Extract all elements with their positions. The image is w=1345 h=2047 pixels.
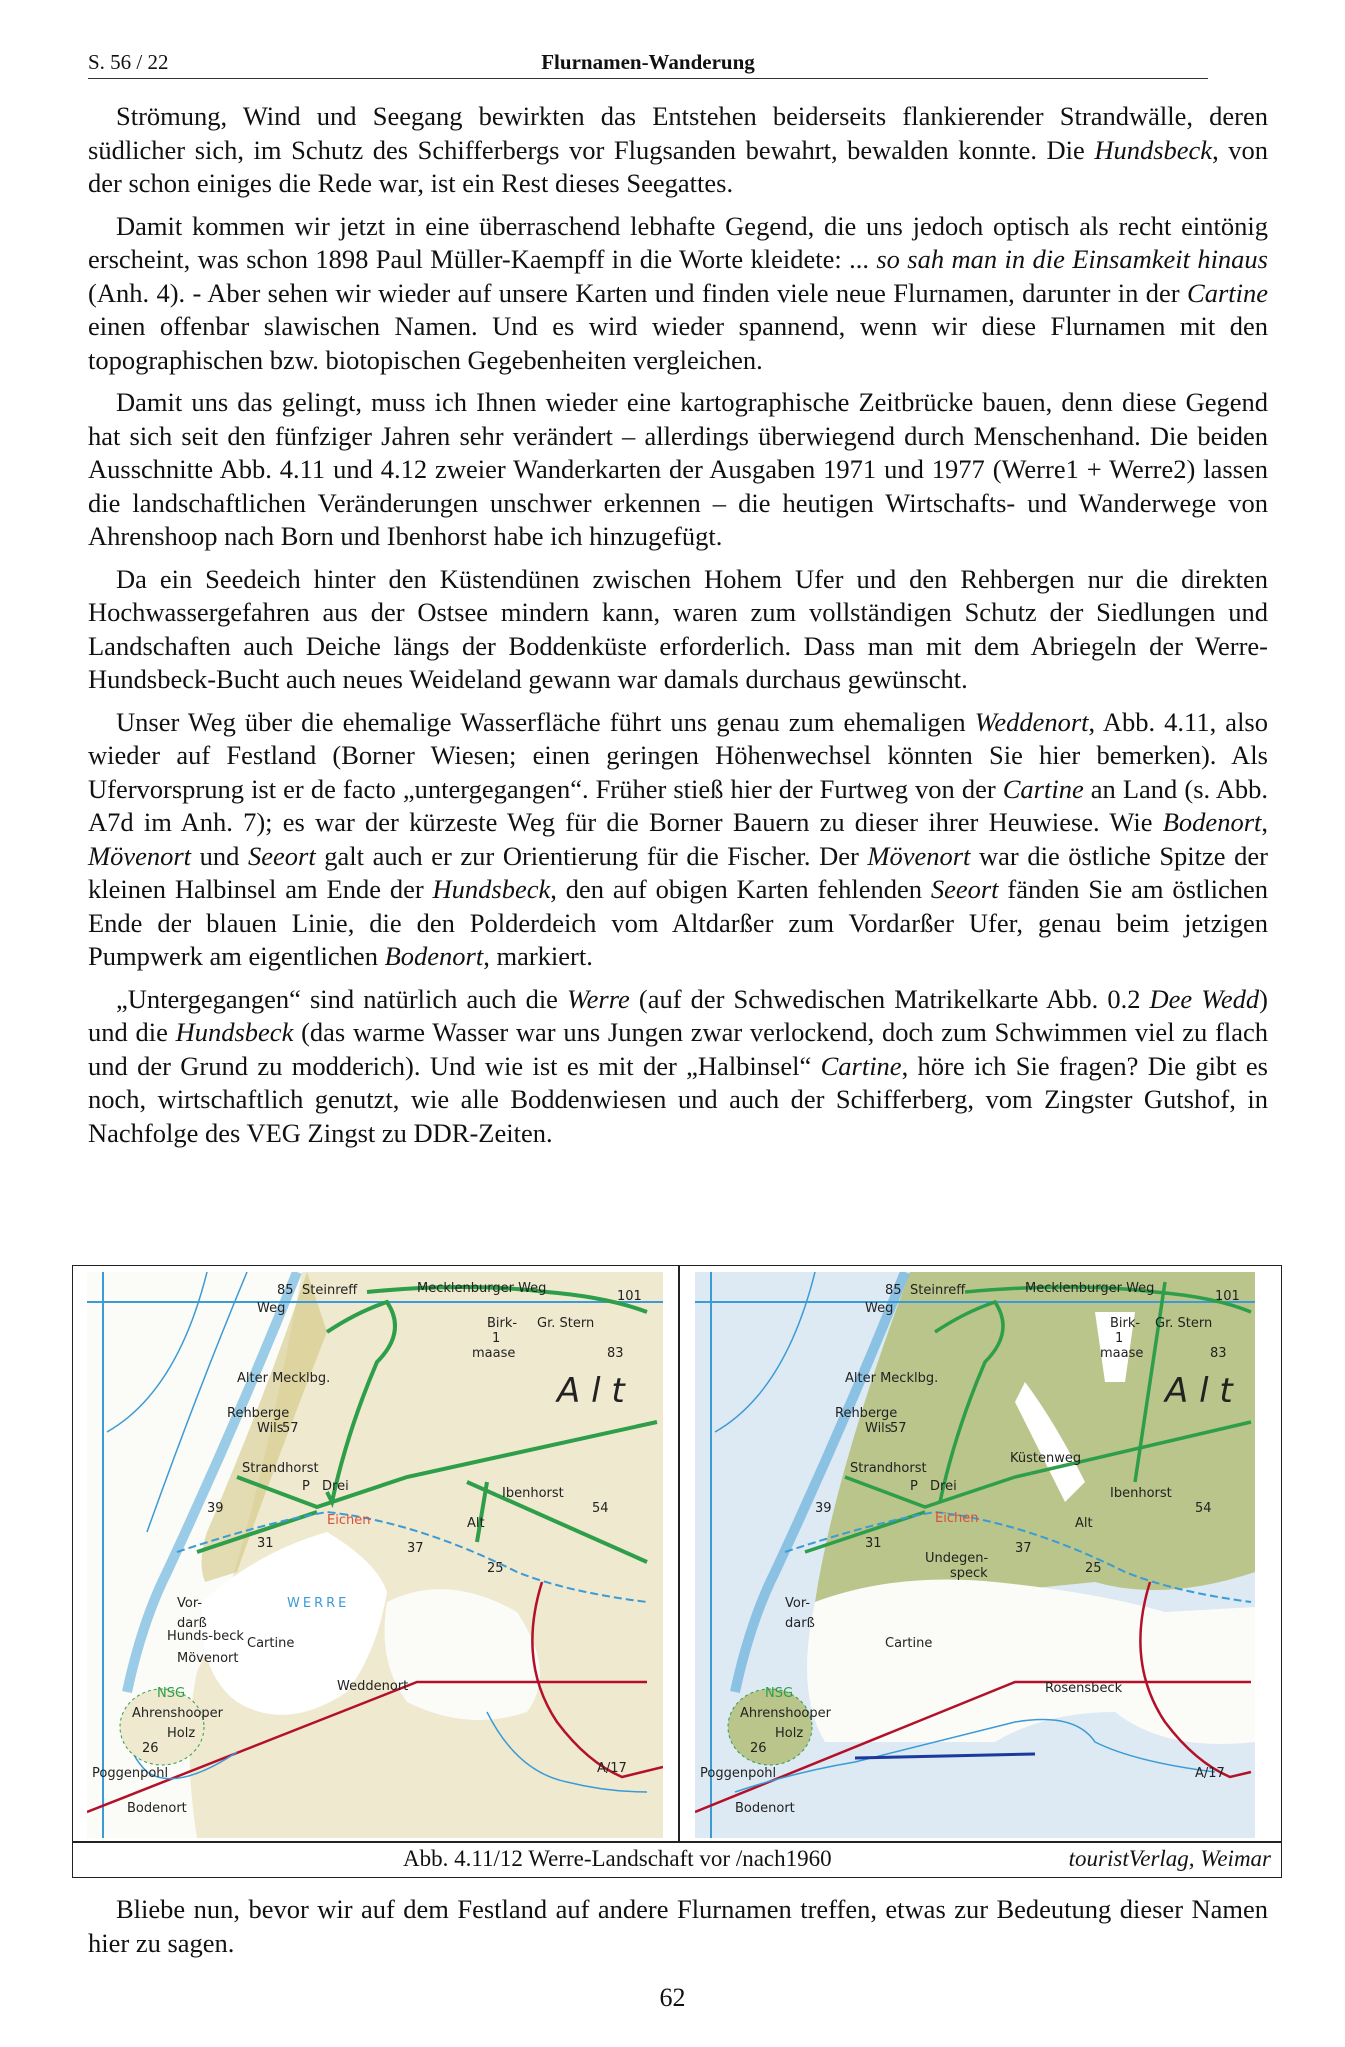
map-label: maase xyxy=(1100,1346,1144,1361)
map-label: Drei xyxy=(322,1479,349,1494)
map-label: Ahrenshooper xyxy=(740,1706,831,1721)
text-run: einen offenbar slawischen Namen. Und es wird wieder spannend, wenn wir diese Flurnamen mit den topographischen bzw. biotopischen Gegebenheiten vergleichen. xyxy=(88,311,1268,375)
paragraph xyxy=(88,386,1268,554)
running-header xyxy=(88,48,1208,79)
map-label: 37 xyxy=(407,1541,424,1556)
italic-term: Weddenort xyxy=(974,706,1089,737)
map-label: 26 xyxy=(142,1741,159,1756)
text-run: , den auf obigen Karten fehlenden xyxy=(550,874,931,904)
map-label: 37 xyxy=(1015,1541,1032,1556)
text-run: Bliebe nun, bevor wir auf dem Festland auf andere Flurnamen treffen, etwas zur Bedeutung dieser Namen hier zu sagen. xyxy=(88,1894,1268,1958)
map-label: 1 xyxy=(1115,1331,1124,1346)
map-label: Undegen- xyxy=(925,1551,989,1566)
map-label: Strandhorst xyxy=(850,1461,927,1476)
text-run: , xyxy=(1261,807,1268,837)
figure-divider xyxy=(678,1266,680,1841)
map-label: Drei xyxy=(930,1479,957,1494)
map-label: 25 xyxy=(487,1561,504,1576)
map-label: Holz xyxy=(775,1726,804,1741)
map-label: NSG xyxy=(765,1686,794,1701)
map-label: Cartine xyxy=(885,1636,933,1651)
text-run: (auf der Schwedischen Matrikelkarte Abb. 0.2 xyxy=(629,983,1150,1014)
map-label: Mövenort xyxy=(177,1651,239,1666)
map-label: 54 xyxy=(1195,1501,1212,1516)
map-label: WERRE xyxy=(287,1596,350,1611)
map-label: 85 xyxy=(277,1283,294,1298)
paragraph xyxy=(88,100,1268,201)
map-label: 26 xyxy=(750,1741,767,1756)
map-label: 39 xyxy=(815,1501,832,1516)
map-label: Weg xyxy=(257,1301,286,1316)
italic-term: Cartine xyxy=(1187,277,1268,308)
map-label: 57 xyxy=(282,1421,299,1436)
italic-term: so sah man in die Einsamkeit hinaus xyxy=(876,244,1268,274)
text-run: „Untergegangen“ sind natürlich auch die xyxy=(116,983,568,1014)
map-after-1960 xyxy=(695,1272,1255,1838)
map-label: Rosensbeck xyxy=(1045,1681,1123,1696)
map-label: Eichen xyxy=(327,1513,371,1528)
paragraph xyxy=(88,210,1268,378)
italic-term: Mövenort xyxy=(867,840,971,871)
map-label: 83 xyxy=(1210,1346,1227,1361)
body-text-top xyxy=(88,100,1268,1159)
map-label: maase xyxy=(472,1346,516,1361)
figure-maps xyxy=(72,1265,1282,1878)
map-before-1960 xyxy=(87,1272,663,1838)
map-label: Steinreff xyxy=(910,1283,966,1298)
closing-paragraph xyxy=(88,1893,1268,1960)
map-label: P xyxy=(302,1479,310,1494)
italic-term: Cartine xyxy=(820,1050,902,1081)
map-label: Rehberge xyxy=(835,1406,898,1421)
map-label: darß xyxy=(785,1616,815,1631)
map-label: Eichen xyxy=(935,1511,979,1526)
map-label: Hunds-beck xyxy=(167,1629,244,1644)
map-label: A l t xyxy=(1165,1371,1233,1411)
map-label: Ibenhorst xyxy=(1110,1486,1172,1501)
italic-term: Bodenort xyxy=(1162,807,1262,837)
map-label: A l t xyxy=(557,1371,625,1411)
italic-term: Dee Wedd xyxy=(1149,983,1260,1014)
map-label: 31 xyxy=(257,1536,274,1551)
map-label: NSG xyxy=(157,1686,186,1701)
body-text-bottom xyxy=(88,1893,1268,1969)
map-label: 101 xyxy=(1215,1289,1240,1304)
map-label: Alter Mecklbg. xyxy=(237,1371,331,1386)
map-label: 54 xyxy=(592,1501,609,1516)
text-run: (das warme Wasser war uns Jungen zwar verlockend, doch zum Schwimmen viel zu flach und der Grund zu modderich). Und wie ist es mit der „Halbinsel“ xyxy=(88,1017,1268,1081)
map-label: darß xyxy=(177,1616,207,1631)
map-label: Küstenweg xyxy=(1010,1451,1082,1466)
map-label: Strandhorst xyxy=(242,1461,319,1476)
map-label: Gr. Stern xyxy=(1155,1316,1213,1331)
map-label: 83 xyxy=(607,1346,624,1361)
text-run: , markiert. xyxy=(483,941,593,971)
italic-term: Mövenort xyxy=(88,840,192,871)
map-label: P xyxy=(910,1479,918,1494)
map-label: Alter Mecklbg. xyxy=(845,1371,939,1386)
map-label: Birk- xyxy=(1110,1316,1141,1331)
italic-term: Hundsbeck xyxy=(432,874,551,904)
map-label: Vor- xyxy=(785,1596,811,1611)
text-run: Strömung, Wind und Seegang bewirkten das Entstehen beiderseits flankierender Strandwälle, deren südlicher sich, im Schutz des Schifferbergs vor Flugsanden bewahrt, bewalden konnte. Die xyxy=(88,101,1268,165)
italic-term: Seeort xyxy=(247,840,316,871)
map-label: Birk- xyxy=(487,1316,518,1331)
map-label: Ahrenshooper xyxy=(132,1706,223,1721)
text-run: Da ein Seedeich hinter den Küstendünen zwischen Hohem Ufer und den Rehbergen nur die direkten Hochwassergefahren aus der Ostsee mindern kann, waren zum vollständigen Schutz der Siedlungen und Landschaften auch Deiche längs der Boddenküste erforderlich. Dass man mit dem Abriegeln der Werre-Hundsbeck-Bucht auch neues Weideland gewann war damals durchaus gewünscht. xyxy=(88,563,1268,694)
figure-source: touristVerlag, Weimar xyxy=(1068,1846,1271,1871)
text-run: , Abb. 4.11, also wieder auf Festland (Borner Wiesen; einen geringen Höhenwechsel könnten Sie hier bemerken). Als Ufervorsprung ist er de facto „untergegangen“. Früher stieß hier der Furtweg von der xyxy=(88,706,1268,804)
italic-term: Bodenort xyxy=(384,941,484,971)
italic-term: Cartine xyxy=(1002,773,1084,804)
paragraph xyxy=(88,563,1268,697)
map-label: Weg xyxy=(865,1301,894,1316)
italic-term: Hundsbeck xyxy=(1094,134,1213,165)
map-before-svg xyxy=(87,1272,663,1838)
map-label: 25 xyxy=(1085,1561,1102,1576)
paragraph xyxy=(88,706,1268,974)
map-label: Holz xyxy=(167,1726,196,1741)
text-run: galt auch er zur Orientierung für die Fischer. Der xyxy=(315,840,868,871)
map-label: Mecklenburger Weg xyxy=(417,1281,547,1296)
map-label: 85 xyxy=(885,1283,902,1298)
text-run: ) und die xyxy=(88,983,1268,1047)
map-label: Vor- xyxy=(177,1596,203,1611)
page-reference: S. 56 / 22 xyxy=(88,50,169,74)
map-label: 57 xyxy=(890,1421,907,1436)
page-number: 62 xyxy=(659,1983,686,2012)
text-run: und xyxy=(191,840,248,871)
text-run: (Anh. 4). - Aber sehen wir wieder auf unsere Karten und finden viele neue Flurnamen, darunter in der xyxy=(88,277,1188,308)
map-label: speck xyxy=(950,1566,988,1581)
map-label: Rehberge xyxy=(227,1406,290,1421)
paragraph xyxy=(88,983,1268,1151)
running-title: Flurnamen-Wanderung xyxy=(541,50,755,74)
text-run: , höre ich Sie fragen? Die gibt es noch, wirtschaftlich genutzt, wie alle Boddenwiesen und auch der Schifferberg, vom Zingster Gutshof, in Nachfolge des VEG Zingst zu DDR-Zeiten. xyxy=(88,1050,1268,1148)
map-label: Poggenpohl xyxy=(700,1766,777,1781)
map-label: Steinreff xyxy=(302,1283,358,1298)
text-run: Damit kommen wir jetzt in eine überraschend lebhafte Gegend, die uns jedoch optisch als recht eintönig erscheint, was schon 1898 Paul Müller-Kaempff in die Worte kleidete: ... xyxy=(88,210,1268,274)
italic-term: Werre xyxy=(567,983,630,1014)
map-label: Wils xyxy=(865,1421,892,1436)
map-label: A/17 xyxy=(597,1761,627,1776)
map-label: Alt xyxy=(467,1516,485,1531)
map-label: Bodenort xyxy=(127,1801,187,1816)
map-label: Wils xyxy=(257,1421,284,1436)
map-label: 101 xyxy=(617,1289,642,1304)
caption-rule xyxy=(73,1841,1281,1843)
figure-caption: Abb. 4.11/12 Werre-Landschaft vor /nach1960 xyxy=(403,1846,832,1871)
map-label: 1 xyxy=(492,1331,501,1346)
map-label: Alt xyxy=(1075,1516,1093,1531)
map-label: A/17 xyxy=(1195,1766,1225,1781)
map-label: Ibenhorst xyxy=(502,1486,564,1501)
text-run: an Land (s. Abb. A7d im Anh. 7); es war der kürzeste Weg für die Borner Bauern zu dieser ihrer Heuwiese. Wie xyxy=(88,773,1268,837)
map-label: Mecklenburger Weg xyxy=(1025,1281,1155,1296)
map-label: Cartine xyxy=(247,1636,295,1651)
map-label: Poggenpohl xyxy=(92,1766,169,1781)
map-label: Gr. Stern xyxy=(537,1316,595,1331)
text-run: war die östliche Spitze der kleinen Halbinsel am Ende der xyxy=(88,840,1268,904)
text-run: , von der schon einiges die Rede war, ist ein Rest dieses Seegattes. xyxy=(88,134,1269,198)
italic-term: Hundsbeck xyxy=(175,1017,294,1047)
map-after-svg xyxy=(695,1272,1255,1838)
text-run: Unser Weg über die ehemalige Wasserfläche führt uns genau zum ehemaligen xyxy=(116,706,975,737)
map-label: Weddenort xyxy=(337,1679,409,1694)
map-label: 39 xyxy=(207,1501,224,1516)
text-run: fänden Sie am östlichen Ende der blauen Linie, die den Polderdeich vom Altdarßer zum Vordarßer Ufer, genau beim jetzigen Pumpwerk am eigentlichen xyxy=(88,874,1268,971)
map-label: Bodenort xyxy=(735,1801,795,1816)
text-run: Damit uns das gelingt, muss ich Ihnen wieder eine kartographische Zeitbrücke bauen, denn diese Gegend hat sich seit den fünfziger Jahren sehr verändert – allerdings überwiegend durch Menschenhand. Die beiden Ausschnitte Abb. 4.11 und 4.12 zweier Wanderkarten der Ausgaben 1971 und 1977 (Werre1 + Werre2) lassen die landschaftlichen Veränderungen unschwer erkennen – die heutigen Wirtschafts- und Wanderwege von Ahrenshoop nach Born und Ibenhorst habe ich hinzugefügt. xyxy=(88,387,1268,551)
italic-term: Seeort xyxy=(930,874,999,904)
map-label: 31 xyxy=(865,1536,882,1551)
